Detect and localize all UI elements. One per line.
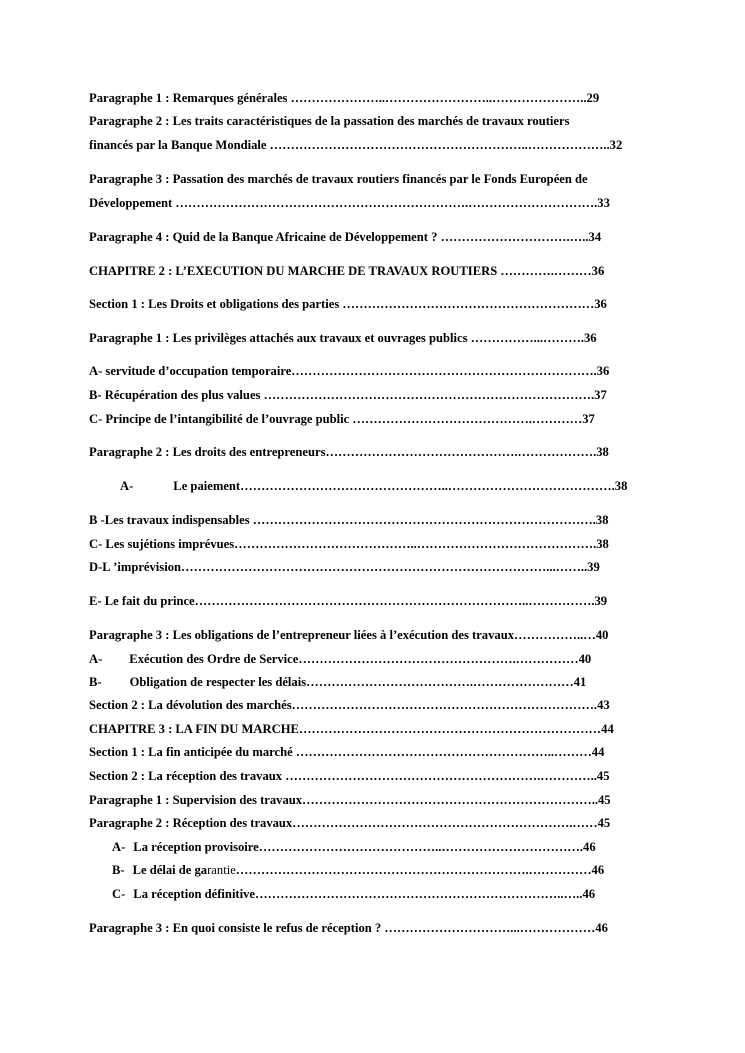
toc-label: A- [89, 652, 103, 666]
toc-entry[interactable]: Section 1 : Les Droits et obligations des parties ……………………………………………………36 [89, 297, 607, 311]
toc-entry[interactable]: Section 2 : La dévolution des marchés……………………………………………………………….43 [89, 698, 610, 712]
toc-label: B- [112, 863, 125, 877]
toc-entry[interactable]: Paragraphe 2 : Les droits des entrepreneurs……………………………………….……………….38 [89, 445, 609, 459]
toc-text: …………………………………………………………….……………46 [235, 863, 605, 877]
toc-entry[interactable]: C- Les sujétions imprévues……………………………………..…………………………………….38 [89, 537, 609, 551]
toc-text: Le paiement…………………………………………..………………………………….38 [173, 479, 628, 493]
toc-entry[interactable]: financés par la Banque Mondiale ……………………………………………………..………………..32 [89, 138, 623, 152]
toc-label: B- [89, 675, 102, 689]
toc-entry[interactable]: B- Récupération des plus values …………………………………………………………………….37 [89, 388, 607, 402]
toc-entry[interactable]: Paragraphe 1 : Remarques générales …………………..……………………..…………………..29 [89, 91, 600, 105]
toc-entry[interactable]: Paragraphe 4 : Quid de la Banque Africaine de Développement ? ………………………….…..34 [89, 230, 602, 244]
toc-entry[interactable]: C- Principe de l’intangibilité de l’ouvrage public …………………………………….…………37 [89, 412, 595, 426]
toc-entry[interactable]: D-L ’imprévision……………………………………………………………………………...……..39 [89, 560, 600, 574]
toc-entry[interactable]: CHAPITRE 2 : L’EXECUTION DU MARCHE DE TRAVAUX ROUTIERS ………….………36 [89, 264, 605, 278]
toc-entry[interactable]: CHAPITRE 3 : LA FIN DU MARCHE………………………………………………………………44 [89, 722, 614, 736]
toc-entry[interactable] [112, 862, 655, 878]
toc-text-normal: rantie [207, 863, 236, 877]
toc-entry[interactable] [89, 651, 655, 667]
toc-label: A- [112, 840, 126, 854]
toc-entry[interactable]: Paragraphe 1 : Supervision des travaux……………………………………………………………..45 [89, 793, 611, 807]
toc-entry[interactable] [112, 886, 655, 902]
toc-entry[interactable] [112, 839, 655, 855]
toc-entry[interactable]: B -Les travaux indispensables ……………………………………………………………………….38 [89, 513, 609, 527]
toc-entry[interactable]: Paragraphe 2 : Réception des travaux………………………………………………………….……45 [89, 816, 611, 830]
toc-text: La réception définitive………………………………………………………………..…..46 [133, 887, 596, 901]
toc-entry[interactable]: Paragraphe 3 : Les obligations de l’entrepreneur liées à l’exécution des travaux……………..…40 [89, 628, 609, 642]
toc-entry[interactable]: Développement …………………………………………………………….………………………….33 [89, 196, 610, 210]
toc-text: La réception provisoire……………………………………..…………………………….46 [133, 840, 596, 854]
toc-entry[interactable]: Paragraphe 2 : Les traits caractéristiques de la passation des marchés de travaux routiers [89, 114, 570, 128]
toc-text: Obligation de respecter les délais………………………………….……………………41 [129, 675, 587, 689]
toc-entry[interactable]: Section 2 : La réception des travaux …………………………………………………….…………..45 [89, 769, 610, 783]
toc-label: C- [112, 887, 126, 901]
toc-entry[interactable]: Paragraphe 3 : Passation des marchés de travaux routiers financés par le Fonds Européen de [89, 172, 588, 186]
toc-entry[interactable]: A- servitude d’occupation temporaire……………………………………………………………….36 [89, 364, 610, 378]
toc-text: Le délai de ga [132, 863, 208, 877]
toc-label: A- [120, 479, 134, 493]
toc-entry[interactable]: Section 1 : La fin anticipée du marché ……………………………………………………..………44 [89, 745, 605, 759]
toc-entry[interactable] [120, 478, 655, 494]
toc-text: Exécution des Ordre de Service…………………………………………….……………40 [129, 652, 592, 666]
toc-entry[interactable] [89, 674, 655, 690]
toc-entry[interactable]: Paragraphe 1 : Les privilèges attachés aux travaux et ouvrages publics ……………...……….36 [89, 331, 597, 345]
toc-entry[interactable]: Paragraphe 3 : En quoi consiste le refus de réception ? …………………………...………………46 [89, 921, 608, 935]
toc-entry[interactable]: E- Le fait du prince……………………………………………………………………..…………….39 [89, 594, 608, 608]
